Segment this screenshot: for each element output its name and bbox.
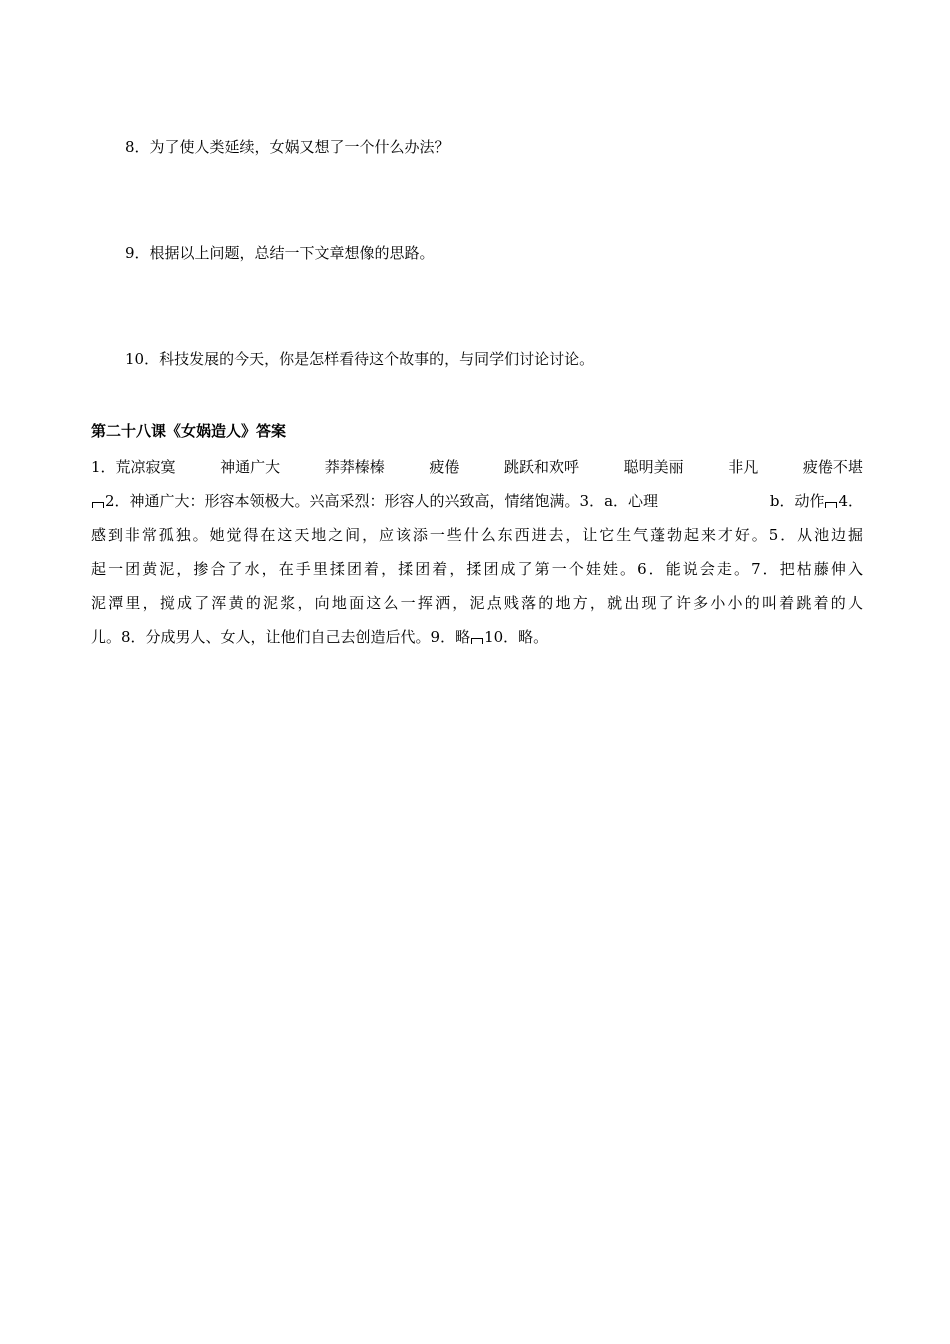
- question-8: 8．为了使人类延续，女娲又想了一个什么办法？: [125, 138, 450, 156]
- answer-segment: 2．神通广大：形容本领极大。兴高采烈：形容人的兴致高，情绪饱满。3．a．心理: [105, 492, 659, 510]
- answer-segment: 儿。8．分成男人、女人，让他们自己去创造后代。9．略: [91, 628, 471, 646]
- question-9: 9．根据以上问题，总结一下文章想像的思路。: [125, 244, 435, 262]
- answer-term: 聪明美丽: [623, 458, 684, 476]
- answer-segment: b．动作: [769, 492, 825, 510]
- question-10: 10．科技发展的今天，你是怎样看待这个故事的，与同学们讨论讨论。: [125, 350, 595, 368]
- answer-term: 非凡: [728, 458, 759, 476]
- answer-line-1: [91, 455, 863, 489]
- answer-title: 第二十八课《女娲造人》答案: [91, 422, 287, 440]
- answer-line-6: [91, 625, 863, 659]
- answer-line-5: 泥潭里，搅成了浑黄的泥浆，向地面这么一挥洒，泥点贱落的地方，就出现了许多小小的叫着跳着的人: [91, 594, 863, 612]
- answer-segment: 4．: [838, 492, 863, 510]
- answer-line-4: 起一团黄泥，掺合了水，在手里揉团着，揉团着，揉团成了第一个娃娃。6．能说会走。7．把枯藤伸入: [91, 560, 863, 578]
- blank-mark-icon: [92, 502, 104, 508]
- answer-segment-group: [91, 489, 658, 523]
- answer-body: [91, 455, 863, 659]
- answer-term: 疲倦不堪: [802, 458, 863, 476]
- answer-term: 疲倦: [429, 458, 460, 476]
- answer-term: 跳跃和欢呼: [504, 458, 580, 476]
- answer-line-3: 感到非常孤独。她觉得在这天地之间，应该添一些什么东西进去，让它生气蓬勃起来才好。5．从池边掘: [91, 526, 863, 544]
- blank-mark-icon: [471, 638, 483, 644]
- answer-term: 莽莽榛榛: [324, 458, 385, 476]
- answer-line-2: [91, 489, 863, 523]
- answer-segment: 10．略。: [484, 628, 549, 646]
- blank-mark-icon: [825, 502, 837, 508]
- answer-term: 1．荒凉寂寞: [91, 458, 176, 476]
- answer-term: 神通广大: [220, 458, 281, 476]
- answer-segment-group: [770, 489, 863, 523]
